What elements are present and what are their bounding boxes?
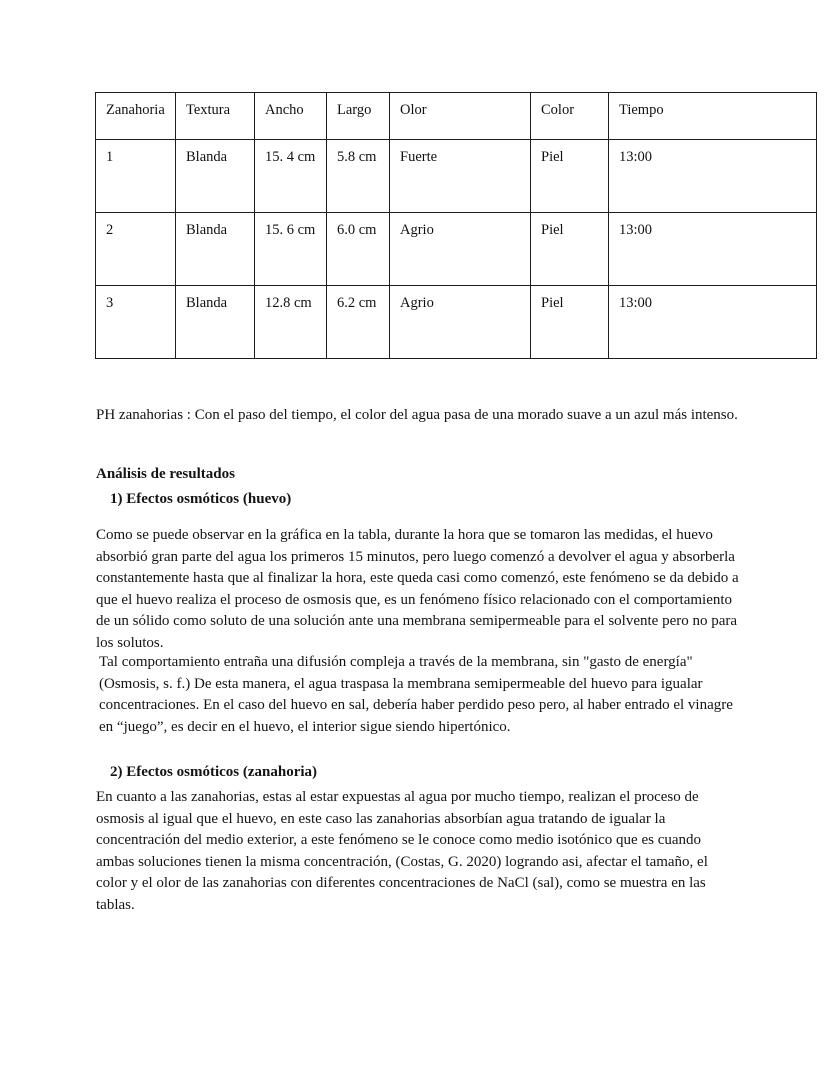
cell-color: Piel — [531, 213, 609, 286]
cell-tiempo: 13:00 — [609, 140, 817, 213]
cell-textura: Blanda — [176, 286, 255, 359]
paragraph-difusion-membrana: Tal comportamiento entraña una difusión compleja a través de la membrana, sin "gasto de energía" (Osmosis, s. f.) De esta manera, el agua traspasa la membrana semipermeable del huevo para igualar concentraciones. En el caso del huevo en sal, debería haber perdido peso pero, al haber entrado el vinagre en “juego”, es decir en el huevo, el interior sigue siendo hipertónico. — [99, 654, 733, 735]
cell-tiempo: 13:00 — [609, 213, 817, 286]
cell-olor: Agrio — [390, 286, 531, 359]
column-header-largo: Largo — [327, 93, 390, 140]
cell-zanahoria: 2 — [96, 213, 176, 286]
column-header-zanahoria: Zanahoria — [96, 93, 176, 140]
cell-ancho: 15. 6 cm — [255, 213, 327, 286]
results-table — [95, 92, 817, 359]
table-row — [96, 140, 817, 213]
cell-zanahoria: 1 — [96, 140, 176, 213]
cell-tiempo: 13:00 — [609, 286, 817, 359]
cell-olor: Fuerte — [390, 140, 531, 213]
column-header-color: Color — [531, 93, 609, 140]
cell-largo: 6.0 cm — [327, 213, 390, 286]
paragraph-zanahoria-osmosis: En cuanto a las zanahorias, estas al estar expuestas al agua por mucho tiempo, realizan el proceso de osmosis al igual que el huevo, en este caso las zanahorias absorbían agua tratando de igualar la concentración del medio exterior, a este fenómeno se le conoce como medio isotónico que es cuando ambas soluciones tienen la misma concentración, (Costas, G. 2020) logrando asi, afectar el tamaño, el color y el olor de las zanahorias con diferentes concentraciones de NaCl (sal), como se muestra en las tablas. — [96, 789, 708, 913]
results-table-container — [95, 92, 739, 359]
cell-textura: Blanda — [176, 140, 255, 213]
heading-efectos-osmoticos-huevo: 1) Efectos osmóticos (huevo) — [110, 491, 292, 507]
cell-largo: 6.2 cm — [327, 286, 390, 359]
table-row — [96, 286, 817, 359]
cell-ancho: 15. 4 cm — [255, 140, 327, 213]
cell-textura: Blanda — [176, 213, 255, 286]
paragraph-huevo-osmosis: Como se puede observar en la gráfica en la tabla, durante la hora que se tomaron las medidas, el huevo absorbió gran parte del agua los primeros 15 minutos, pero luego comenzó a devolver el agua y absorberla constantemente hasta que al finalizar la hora, este queda casi como comenzó, este fenómeno se da debido a que el huevo realiza el proceso de osmosis que, es un fenómeno físico relacionado con el comportamiento de un sólido como soluto de una solución ante una membrana semipermeable para el solvente pero no para los solutos. — [96, 527, 739, 651]
cell-color: Piel — [531, 286, 609, 359]
ph-note-paragraph: PH zanahorias : Con el paso del tiempo, el color del agua pasa de una morado suave a un azul más intenso. — [96, 407, 738, 423]
column-header-tiempo: Tiempo — [609, 93, 817, 140]
table-row — [96, 213, 817, 286]
table-header — [96, 93, 817, 140]
cell-zanahoria: 3 — [96, 286, 176, 359]
column-header-ancho: Ancho — [255, 93, 327, 140]
table-header-row — [96, 93, 817, 140]
heading-efectos-osmoticos-zanahoria: 2) Efectos osmóticos (zanahoria) — [110, 764, 318, 780]
section-title-analisis: Análisis de resultados — [96, 466, 235, 482]
column-header-textura: Textura — [176, 93, 255, 140]
cell-ancho: 12.8 cm — [255, 286, 327, 359]
cell-largo: 5.8 cm — [327, 140, 390, 213]
cell-olor: Agrio — [390, 213, 531, 286]
column-header-olor: Olor — [390, 93, 531, 140]
table-body — [96, 140, 817, 359]
cell-color: Piel — [531, 140, 609, 213]
